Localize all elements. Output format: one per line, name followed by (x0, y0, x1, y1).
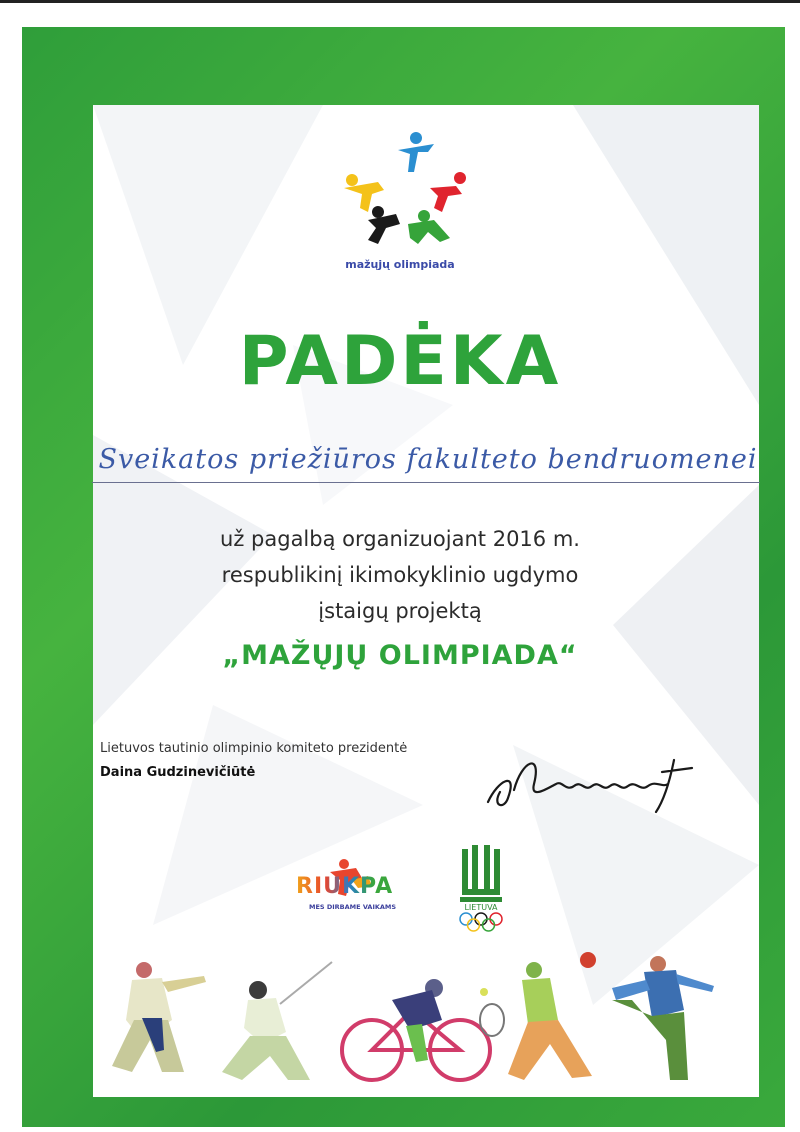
project-name: „MAŽŲJŲ OLIMPIADA“ (222, 640, 578, 671)
fencer-athlete-icon (222, 962, 332, 1080)
olympic-rings-icon (458, 912, 504, 932)
certificate-title: PADĖKA (238, 322, 562, 401)
riukpa-tagline: MES DIRBAME VAIKAMS (309, 903, 397, 911)
riukpa-logo (296, 874, 393, 899)
body-line-2: respublikinį ikimokyklinio ugdymo (221, 563, 579, 587)
football-athlete-icon (580, 952, 714, 1080)
cyclist-athlete-icon (342, 979, 490, 1080)
riukpa-logo-text: RIUKPA (296, 874, 394, 899)
page-top-rule (0, 0, 800, 3)
signatory-name: Daina Gudzinevičiūtė (100, 765, 256, 780)
olympiad-figures-logo (338, 128, 468, 278)
signatory-role: Lietuvos tautinio olimpinio komiteto prezidentė (100, 741, 408, 756)
body-line-1: už pagalbą organizuojant 2016 m. (220, 527, 580, 551)
recipient-underline (92, 482, 760, 483)
athletes-illustration (72, 940, 742, 1090)
lietuva-label: LIETUVA (464, 903, 498, 912)
recipient-handwritten: Sveikatos priežiūros fakulteto bendruomenei (98, 444, 758, 475)
tennis-athlete-icon (480, 962, 592, 1080)
karate-athlete-icon (112, 962, 206, 1072)
body-line-3: įstaigų projektą (318, 599, 482, 623)
black-figure-icon (368, 206, 400, 244)
logo-caption: mažųjų olimpiada (345, 258, 455, 271)
lithuania-columns-icon (460, 845, 502, 905)
handwritten-signature (478, 740, 708, 820)
green-figure-icon (408, 210, 450, 244)
blue-figure-icon (398, 132, 434, 172)
red-figure-icon (430, 172, 466, 212)
